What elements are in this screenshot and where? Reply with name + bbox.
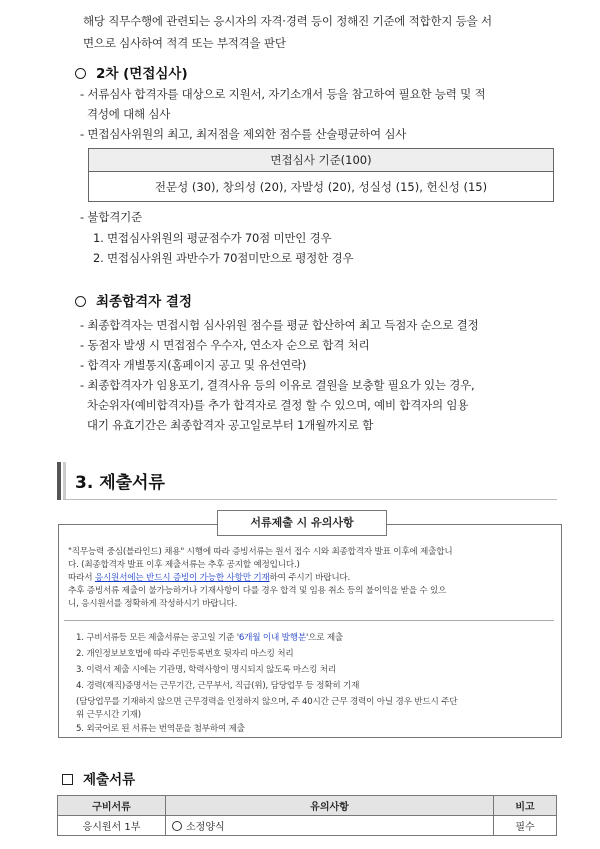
final-heading (75, 290, 192, 310)
fail-criteria-item-2: 2. 면접심사위원 과반수가 70점미만으로 평정한 경우 (93, 251, 354, 265)
cell-note (166, 816, 494, 836)
notice-p5: 니, 응시원서를 정확하게 작성하시기 바랍니다. (68, 599, 238, 609)
docs-table-header (58, 796, 557, 816)
interview-criteria-table (88, 148, 554, 202)
final-heading-text: 최종합격자 결정 (96, 294, 192, 310)
fail-criteria-label: - 불합격기준 (80, 210, 142, 224)
criteria-header: 면접심사 기준(100) (89, 149, 554, 172)
col-header-notes: 유의사항 (166, 796, 494, 816)
cell-doc: 응시원서 1부 (58, 816, 166, 836)
final-bullet-4-cont-1: 차순위자(예비합격자)를 추가 합격자로 결정 할 수 있으며, 예비 합격자의 임용 (80, 398, 469, 412)
docs-heading (62, 768, 135, 788)
section-underline (63, 499, 557, 500)
final-bullet-4-cont-2: 대기 유효기간은 최종합격자 공고일로부터 1개월까지로 함 (80, 418, 374, 432)
col-header-remark: 비고 (494, 796, 557, 816)
section-3-title: 3. 제출서류 (75, 473, 165, 493)
notice-p3 (68, 573, 350, 584)
notice-item-4: 4. 경력(재직)증명서는 근무기간, 근무부서, 직급(위), 담당업무 등 정확히 기재 (76, 681, 360, 691)
docs-heading-text: 제출서류 (83, 772, 136, 788)
interview-heading (75, 62, 188, 82)
notice-label: 서류제출 시 유의사항 (217, 510, 387, 536)
docs-table (57, 795, 557, 836)
notice-item-1 (76, 633, 343, 644)
notice-p1: "직무능력 중심(블라인드) 채용" 시행에 따라 증빙서류는 원서 접수 시와 최종합격자 발표 이후에 제출합니 (68, 547, 453, 557)
notice-item-1-post: '으로 제출 (305, 633, 344, 643)
notice-p3-emphasis: 응시원서에는 반드시 증빙이 가능한 사항만 기재 (94, 573, 270, 583)
circle-icon (172, 821, 182, 831)
interview-heading-text: 2차 (면접심사) (96, 66, 188, 82)
final-bullet-2: - 동점자 발생 시 면접점수 우수자, 연소자 순으로 합격 처리 (80, 338, 370, 352)
notice-item-5: 5. 외국어로 된 서류는 번역문을 첨부하여 제출 (76, 724, 245, 734)
circle-bullet-icon (75, 296, 86, 307)
table-row (58, 816, 557, 836)
notice-p3-post: 하여 주시기 바랍니다. (269, 573, 351, 583)
section-3-header (57, 462, 557, 500)
notice-item-4-detail-cont: 위 근무시간 기재) (76, 710, 141, 720)
notice-p2: 다. (최종합격자 발표 이후 제출서류는 추후 공지할 예정입니다.) (68, 560, 300, 570)
notice-item-1-pre: 1. 구비서류등 모든 제출서류는 공고일 기준 ' (76, 633, 239, 643)
fail-criteria-item-1: 1. 면접심사위원의 평균점수가 70점 미만인 경우 (93, 231, 332, 245)
notice-item-1-emphasis: 6개월 이내 발행분 (238, 633, 306, 643)
interview-bullet-1-cont: 격성에 대해 심사 (80, 107, 171, 121)
final-bullet-3: - 합격자 개별통지(홈페이지 공고 및 유선연락) (80, 358, 307, 372)
section-bar (57, 462, 61, 500)
notice-separator (64, 620, 554, 621)
notice-item-4-detail: (담당업무를 기재하지 않으면 근무경력을 인정하지 않으며, 주 40시간 근무 경력이 아닐 경우 반드시 주단 (76, 697, 458, 707)
square-bullet-icon (62, 774, 73, 785)
notice-item-2: 2. 개인정보보호법에 따라 주민등록번호 뒷자리 마스킹 처리 (76, 649, 294, 659)
notice-p3-pre: 따라서 (68, 573, 95, 583)
circle-bullet-icon (75, 68, 86, 79)
interview-bullet-1: - 서류심사 합격자를 대상으로 지원서, 자기소개서 등을 참고하여 필요한 능력 및 적 (80, 87, 486, 101)
criteria-body: 전문성 (30), 창의성 (20), 자발성 (20), 성실성 (15), 헌신성 (15) (89, 172, 554, 202)
final-bullet-1: - 최종합격자는 면접시험 심사위원 점수를 평균 합산하여 최고 득점자 순으로 결정 (80, 318, 479, 332)
cell-note-text: 소정양식 (186, 822, 225, 833)
intro-line-2: 면으로 심사하여 적격 또는 부적격을 판단 (83, 36, 286, 50)
notice-item-3: 3. 이력서 제출 시에는 기관명, 학력사항이 명시되지 않도록 마스킹 처리 (76, 665, 336, 675)
intro-line-1: 해당 직무수행에 관련되는 응시자의 자격·경력 등이 정해진 기준에 적합한지 등을 서 (83, 14, 492, 28)
notice-p4: 추후 증빙서류 제출이 불가능하거나 기재사항이 다를 경우 합격 및 임용 취소 등의 불이익을 받을 수 있으 (68, 586, 447, 596)
final-bullet-4: - 최종합격자가 임용포기, 결격사유 등의 이유로 결원을 보충할 필요가 있는 경우, (80, 378, 475, 392)
section-bar-light (63, 462, 66, 500)
cell-remark: 필수 (494, 816, 557, 836)
interview-bullet-2: - 면접심사위원의 최고, 최저점을 제외한 점수를 산술평균하여 심사 (80, 127, 407, 141)
col-header-docs: 구비서류 (58, 796, 166, 816)
